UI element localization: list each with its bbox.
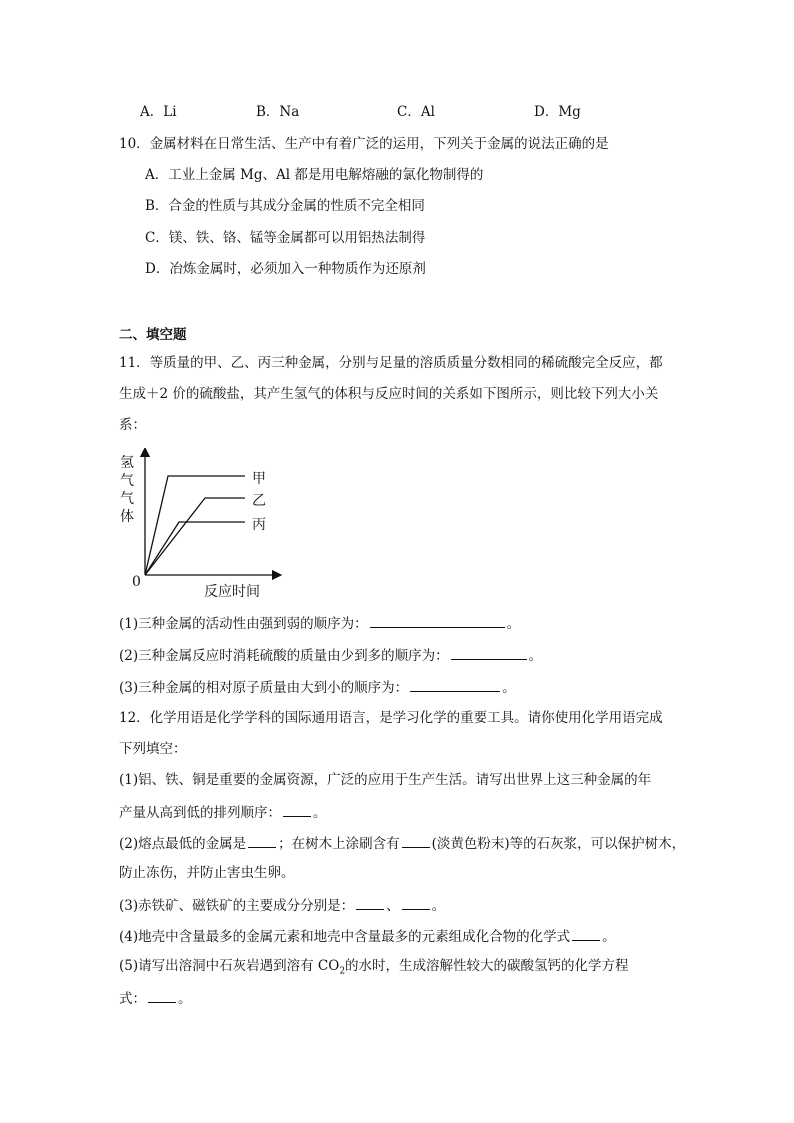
- q12-sub4-prompt: (4)地壳中含量最多的金属元素和地壳中含量最多的元素组成化合物的化学式: [119, 929, 571, 945]
- hydrogen-volume-graph: [112, 448, 282, 603]
- q12-sub2-prompt-c: (淡黄色粉末)等的石灰浆，可以保护树木，: [431, 836, 686, 852]
- q10-option-b: B．合金的性质与其成分金属的性质不完全相同: [145, 198, 425, 214]
- q11-sub3-answer-blank[interactable]: [410, 677, 500, 692]
- curve-label-bing: 丙: [252, 517, 266, 533]
- curve-label-jia: 甲: [252, 471, 266, 487]
- q12-sub3-prompt: (3)赤铁矿、磁铁矿的主要成分分别是：: [119, 898, 355, 914]
- q12-sub3-answer-blank-2[interactable]: [402, 895, 430, 910]
- q9-option-b: B．Na: [256, 104, 300, 120]
- q9-option-a: A．Li: [140, 104, 177, 120]
- q12-sub1-answer-blank[interactable]: [283, 802, 311, 817]
- q9-option-c: C．Al: [397, 104, 435, 120]
- q12-sub5-prompt-c: 式：: [119, 991, 146, 1007]
- q12-sub2-answer-blank-2[interactable]: [402, 833, 430, 848]
- q12-sub2-line-2: 防止冻伤，并防止害虫生卵。: [119, 865, 295, 881]
- q12-sub5-prompt-b: 的水时，生成溶解性较大的碳酸氢钙的化学方程: [345, 958, 629, 974]
- y-label-char-1: 氢: [120, 455, 134, 471]
- q11-sub1-answer-blank[interactable]: [370, 613, 505, 628]
- q12-sub2-prompt-b: ；在树木上涂刷含有: [278, 836, 400, 852]
- curve-jia: [145, 476, 245, 575]
- q12-sub3-answer-blank-1[interactable]: [356, 895, 384, 910]
- q11-sub2-end: 。: [528, 648, 543, 664]
- y-label-char-4: 体: [120, 509, 134, 525]
- q12-sub1-end: 。: [313, 805, 327, 821]
- q11-sub2-answer-blank[interactable]: [451, 645, 527, 660]
- q12-sub5-answer-blank[interactable]: [148, 988, 176, 1003]
- co2-subscript: 2: [339, 966, 346, 977]
- q12-sub1-line-1: (1)铝、铁、铜是重要的金属资源，广泛的应用于生产生活。请写出世界上这三种金属的年: [119, 772, 652, 788]
- q12-sub4-end: 。: [602, 929, 616, 945]
- q9-option-d: D．Mg: [534, 104, 581, 120]
- q12-stem-line-1: 12．化学用语是化学学科的国际通用语言，是学习化学的重要工具。请你使用化学用语完成: [119, 710, 663, 726]
- q12-sub3: [119, 895, 445, 915]
- q12-sub3-separator: 、: [386, 898, 400, 914]
- origin-label: 0: [132, 574, 141, 590]
- q11-stem-line-2: 生成＋2 价的硫酸盐，其产生氢气的体积与反应时间的关系如下图所示，则比较下列大小关: [119, 386, 659, 402]
- q12-sub5-line-1: [119, 957, 629, 981]
- q11-sub3: [119, 677, 516, 697]
- y-label-char-2: 气: [120, 473, 134, 489]
- q11-sub1-end: 。: [506, 616, 521, 632]
- q12-stem-line-2: 下列填空：: [119, 741, 187, 757]
- q10-option-c: C．镁、铁、铬、锰等金属都可以用铝热法制得: [145, 230, 426, 246]
- q12-sub5-prompt-a: (5)请写出溶洞中石灰岩遇到溶有 CO: [119, 958, 340, 974]
- q12-sub4: [119, 926, 616, 946]
- x-axis-label: 反应时间: [204, 584, 260, 600]
- q10-option-a: A．工业上金属 Mg、Al 都是用电解熔融的氯化物制得的: [145, 167, 484, 183]
- q10-option-d: D．冶炼金属时，必须加入一种物质作为还原剂: [145, 261, 426, 277]
- q12-sub1-line-2: [119, 802, 327, 822]
- q12-sub3-end: 。: [431, 898, 446, 914]
- q11-stem-line-3: 系：: [119, 417, 146, 433]
- q11-sub3-prompt: (3)三种金属的相对原子质量由大到小的顺序为：: [119, 680, 409, 696]
- q11-sub1: [119, 613, 520, 633]
- q11-sub2-prompt: (2)三种金属反应时消耗硫酸的质量由少到多的顺序为：: [119, 648, 449, 664]
- q12-sub1-prompt: 产量从高到低的排列顺序：: [119, 805, 281, 821]
- q11-stem-line-1: 11．等质量的甲、乙、丙三种金属，分别与足量的溶质质量分数相同的稀硫酸完全反应，都: [119, 355, 663, 371]
- q10-stem: 10．金属材料在日常生活、生产中有着广泛的运用，下列关于金属的说法正确的是: [119, 136, 609, 152]
- q12-sub4-answer-blank[interactable]: [572, 926, 600, 941]
- curve-bing: [145, 522, 245, 575]
- q12-sub2-answer-blank-1[interactable]: [248, 833, 276, 848]
- curve-label-yi: 乙: [252, 493, 266, 509]
- q12-sub2-line-1: [119, 833, 685, 853]
- q12-sub5-line-2: [119, 988, 192, 1008]
- q12-sub5-end: 。: [178, 991, 192, 1007]
- q12-sub2-prompt-a: (2)熔点最低的金属是: [119, 836, 247, 852]
- q11-sub2: [119, 645, 542, 665]
- y-label-char-3: 气: [120, 491, 134, 507]
- q11-sub3-end: 。: [502, 680, 516, 696]
- q11-sub1-prompt: (1)三种金属的活动性由强到弱的顺序为：: [119, 616, 368, 632]
- section-title: 二、填空题: [119, 327, 187, 343]
